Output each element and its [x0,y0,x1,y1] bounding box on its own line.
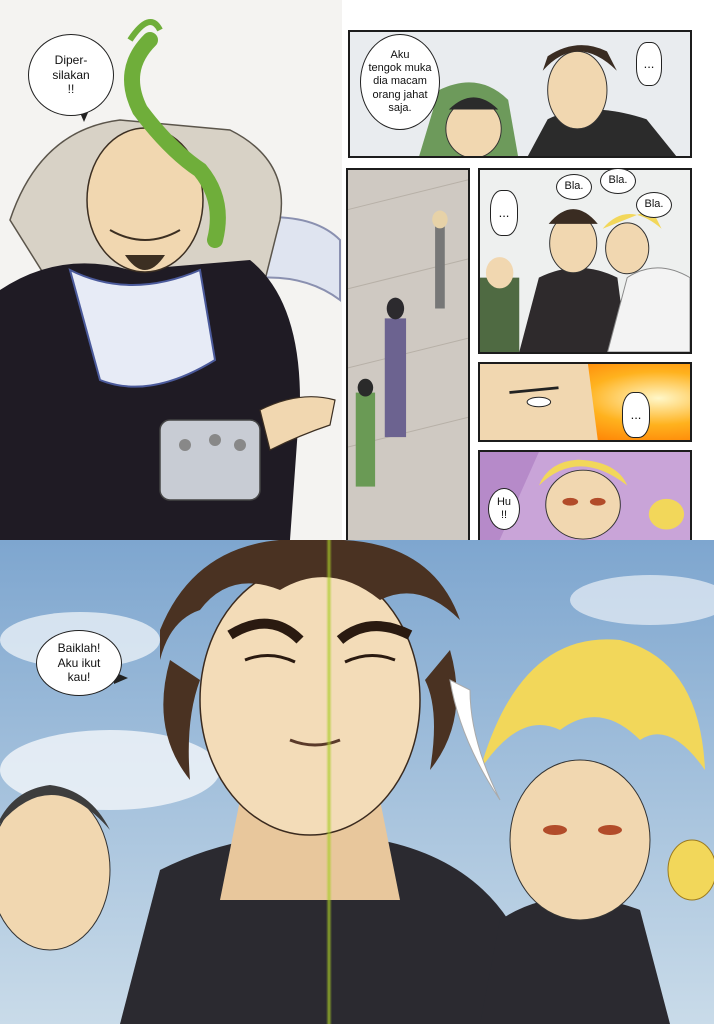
speech-bubble-dipersilakan [28,34,114,116]
speech-bubble-bla-1 [556,174,592,200]
speech-text-bla-1: Bla. [564,180,584,193]
group-illustration [0,540,714,1024]
speech-text-bla-3: Bla. [644,198,664,211]
speech-text-aku-tengok: Aku tengok muka dia macam orang jahat saja. [368,49,432,114]
speech-text-bla-2: Bla. [608,174,628,187]
ellipsis-text-panel-4: ... [498,205,510,221]
glare-illustration [480,364,690,440]
speech-text-hu: Hu !! [496,495,512,521]
ellipsis-text-panel-2: ... [643,56,655,72]
ellipsis-bubble-panel-2 [636,42,662,86]
speech-text-dipersilakan: Diper- silakan !! [52,53,90,97]
ellipsis-text-panel-5: ... [630,407,642,423]
street-illustration [348,170,468,540]
ellipsis-bubble-panel-4 [490,190,518,236]
panel-group-shot [0,540,714,1024]
speech-text-baiklah: Baiklah! Aku ikut kau! [57,641,101,685]
ellipsis-bubble-panel-5 [622,392,650,438]
speech-bubble-bla-3 [636,192,672,218]
panel-street-walk [346,168,470,542]
speech-bubble-aku-tengok [360,34,440,130]
speech-bubble-hu [488,488,520,530]
page-spine [326,540,332,1024]
speech-bubble-baiklah [36,630,122,696]
panel-glare [478,362,692,442]
speech-bubble-bla-2 [600,168,636,194]
